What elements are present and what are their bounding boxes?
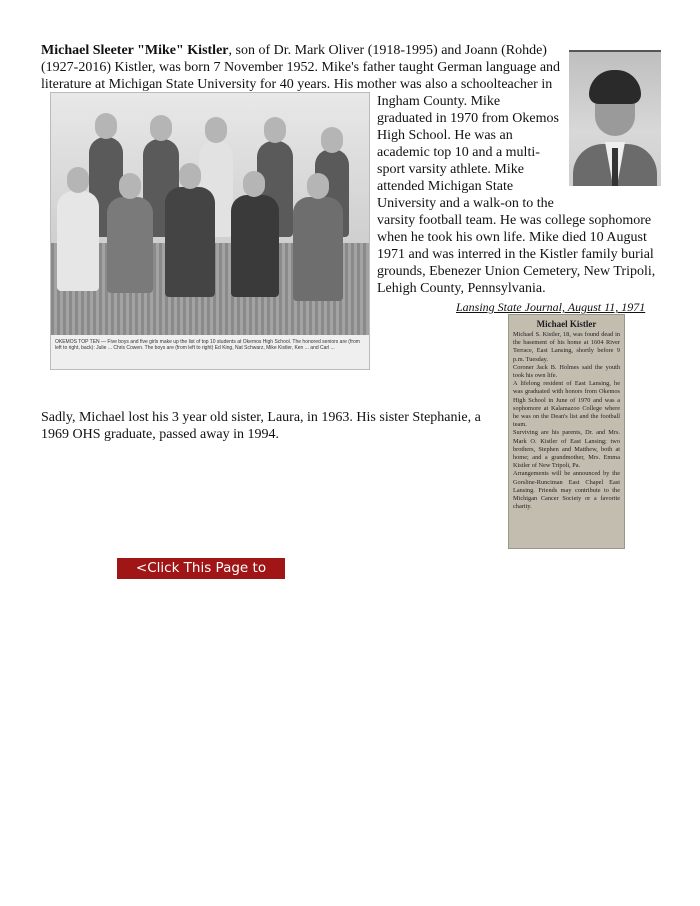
- person-name: Michael Sleeter "Mike" Kistler: [41, 43, 229, 58]
- siblings-line-2: 1969 OHS graduate, passed away in 1994.: [41, 427, 279, 442]
- obituary-paragraph: Surviving are his parents, Dr. and Mrs. Mark O. Kistler of East Lansing; two brothers, Stephen and Matthew, both at home; and a grandmother, Mrs. Emma Kistler of New Tripoli, Pa.: [513, 429, 620, 470]
- obituary-paragraph: Arrangements will be announced by the Gorsline-Runciman East Chapel East Lansing. Friends may contribute to the Michigan Cancer Society or a favorite charity.: [513, 470, 620, 511]
- bio-wrap-line: when he took his own life. Mike died 10 August: [377, 230, 647, 245]
- obituary-headline: Michael Kistler: [536, 319, 597, 329]
- print-page-button[interactable]: <Click This Page to Print>: [117, 558, 285, 579]
- siblings-line-1: Sadly, Michael lost his 3 year old sister, Laura, in 1963. His sister Stephanie, a: [41, 410, 481, 425]
- obituary-source: Lansing State Journal, August 11, 1971: [456, 300, 646, 314]
- obituary-paragraph: Michael S. Kistler, 18, was found dead in the basement of his home at 1604 River Terrace, East Lansing, shortly before 9 p.m. Tuesday.: [513, 331, 620, 363]
- bio-wrap-line: High School. He was an: [377, 128, 513, 143]
- bio-wrap-line: Ingham County. Mike: [377, 94, 501, 109]
- bio-line-2: (1927-2016) Kistler, was born 7 November 1952. Mike's father taught German language and: [41, 60, 561, 75]
- group-photo: [50, 92, 370, 370]
- bio-wrap-line: attended Michigan State: [377, 179, 514, 194]
- bio-wrap-line: graduated in 1970 from Okemos: [377, 111, 559, 126]
- obituary-paragraph: Coroner Jack B. Holmes said the youth took his own life.: [513, 363, 620, 380]
- portrait-photo: [569, 50, 661, 186]
- bio-wrap-line: grounds, Ebenezer Union Cemetery, New Tripoli,: [377, 264, 656, 279]
- bio-wrap-line: varsity football team. He was college sophomore: [377, 213, 652, 228]
- bio-line-3: literature at Michigan State University for 40 years. His mother was also a schoolteacher in: [41, 77, 553, 92]
- bio-line-1: Michael Sleeter "Mike" Kistler, son of Dr. Mark Oliver (1918-1995) and Joann (Rohde): [41, 43, 547, 58]
- bio-wrap-line: academic top 10 and a multi-: [377, 145, 540, 160]
- bio-wrap-line: University and a walk-on to the: [377, 196, 554, 211]
- bio-wrap-line: Lehigh County, Pennsylvania.: [377, 281, 546, 296]
- obituary-paragraph: A lifelong resident of East Lansing, he was graduated with honors from Okemos High School in June of 1970 and was a sophomore at Kalamazoo College where he was on the Dean's list and the football team.: [513, 380, 620, 429]
- obituary-clipping: [508, 314, 625, 549]
- bio-wrap-line: sport varsity athlete. Mike: [377, 162, 524, 177]
- bio-wrap-line: 1971 and was interred in the Kistler family burial: [377, 247, 654, 262]
- group-photo-caption: OKEMOS TOP TEN — Five boys and five girls make up the list of top 10 students at Okemos High School. The honored seniors are (from left to right, back): Julie ... Chris Cowen. The boys are (from left to right) Ed King, Nat Schwarz, Mike Kistler, Ken ... and Carl ...: [55, 339, 360, 351]
